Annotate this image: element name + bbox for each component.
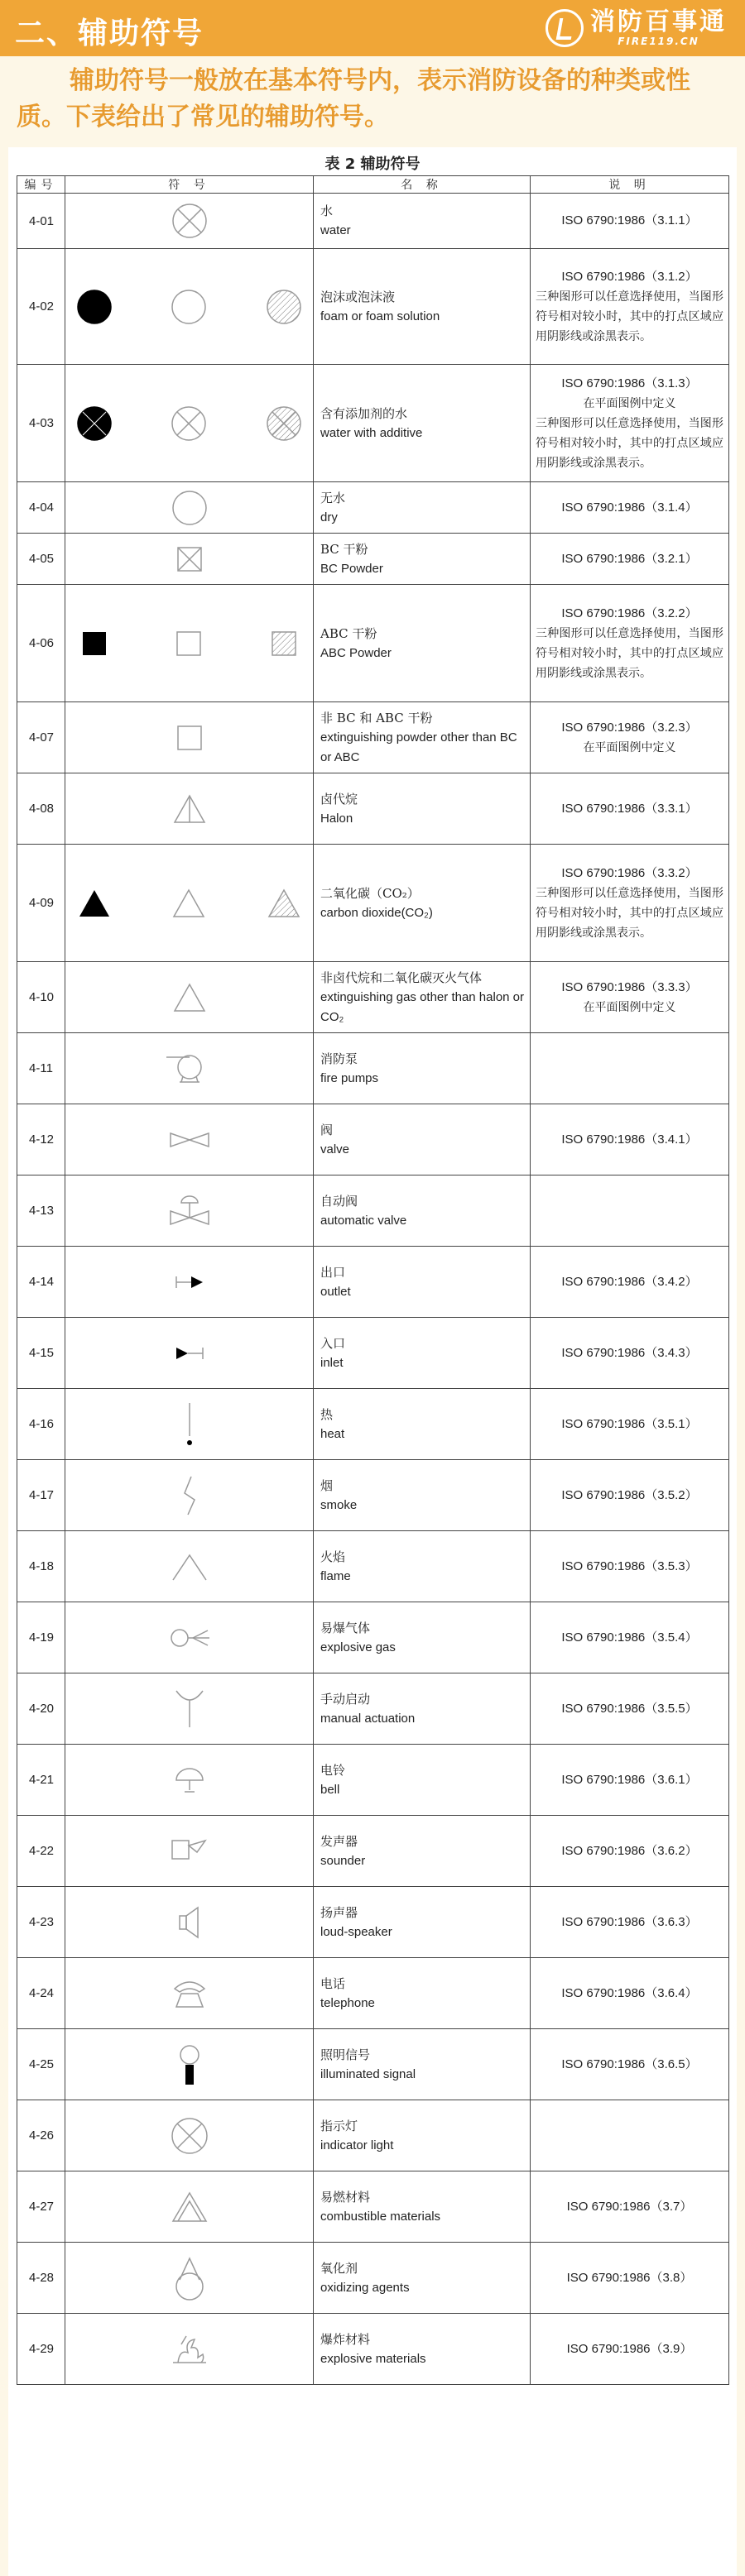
symbol-flame-icon xyxy=(65,1531,314,1602)
row-number: 4-11 xyxy=(17,1033,65,1104)
name-english: sounder xyxy=(320,1853,366,1868)
name-chinese: 扬声器 xyxy=(320,1904,358,1920)
name-english: flame xyxy=(320,1568,351,1583)
section-title: 二、辅助符号 xyxy=(15,17,204,50)
table-row xyxy=(17,1816,729,1887)
symbol-name xyxy=(314,2314,531,2385)
name-chinese: 水 xyxy=(320,203,334,218)
table-row xyxy=(17,1531,729,1602)
notes-cell xyxy=(531,534,729,585)
symbol-name xyxy=(314,1104,531,1175)
table-row xyxy=(17,702,729,773)
table-row xyxy=(17,2243,729,2314)
standard-ref: ISO 6790:1986（3.2.1） xyxy=(561,551,698,566)
notes-cell xyxy=(531,1460,729,1531)
name-english: water with additive xyxy=(320,425,423,440)
row-number: 4-21 xyxy=(17,1745,65,1816)
name-chinese: 入口 xyxy=(320,1335,346,1351)
standard-ref: ISO 6790:1986（3.8） xyxy=(566,2270,693,2285)
symbol-name xyxy=(314,194,531,249)
row-number: 4-07 xyxy=(17,702,65,773)
notes-cell xyxy=(531,773,729,845)
notes-cell xyxy=(531,249,729,365)
row-number: 4-03 xyxy=(17,365,65,482)
row-number: 4-26 xyxy=(17,2100,65,2171)
name-english: automatic valve xyxy=(320,1213,407,1228)
row-number: 4-01 xyxy=(17,194,65,249)
table-row xyxy=(17,962,729,1033)
row-number: 4-19 xyxy=(17,1602,65,1673)
symbol-co2-icon xyxy=(65,845,314,962)
name-chinese: 泡沫或泡沫液 xyxy=(320,289,396,304)
column-header-notes: 说 明 xyxy=(531,176,729,194)
row-number: 4-27 xyxy=(17,2171,65,2243)
symbol-water-additive-icon xyxy=(65,365,314,482)
symbol-indicator-icon xyxy=(65,2100,314,2171)
name-english: extinguishing powder other than BC or ABC xyxy=(320,730,517,764)
standard-ref: ISO 6790:1986（3.5.2） xyxy=(561,1487,698,1502)
row-number: 4-15 xyxy=(17,1318,65,1389)
table-row xyxy=(17,534,729,585)
symbol-name xyxy=(314,2171,531,2243)
symbol-foam-icon xyxy=(65,249,314,365)
notes-cell xyxy=(531,1531,729,1602)
notes-cell xyxy=(531,482,729,534)
symbol-name xyxy=(314,1175,531,1247)
row-number: 4-09 xyxy=(17,845,65,962)
logo-url: FIRE119.CN xyxy=(618,36,699,47)
table-row xyxy=(17,1033,729,1104)
row-number: 4-28 xyxy=(17,2243,65,2314)
row-number: 4-13 xyxy=(17,1175,65,1247)
name-english: inlet xyxy=(320,1355,344,1370)
symbol-other-gas-icon xyxy=(65,962,314,1033)
symbol-manual-icon xyxy=(65,1673,314,1745)
auxiliary-symbols-table xyxy=(17,175,729,2385)
symbol-water-icon xyxy=(65,194,314,249)
notes-cell xyxy=(531,1602,729,1673)
row-number: 4-16 xyxy=(17,1389,65,1460)
usage-note: 三种图形可以任意选择使用，当图形符号相对较小时，其中的打点区域应用阴影线或涂黑表示。 xyxy=(536,416,723,470)
name-english: bell xyxy=(320,1782,340,1797)
name-english: combustible materials xyxy=(320,2209,441,2224)
standard-ref: ISO 6790:1986（3.5.1） xyxy=(561,1416,698,1431)
table-row xyxy=(17,365,729,482)
row-number: 4-17 xyxy=(17,1460,65,1531)
standard-ref: ISO 6790:1986（3.3.2） xyxy=(561,865,698,880)
row-number: 4-22 xyxy=(17,1816,65,1887)
standard-ref: ISO 6790:1986（3.6.3） xyxy=(561,1914,698,1929)
name-chinese: 非卤代烷和二氧化碳灭火气体 xyxy=(320,970,483,985)
symbol-bell-icon xyxy=(65,1745,314,1816)
name-english: BC Powder xyxy=(320,561,383,576)
symbol-pump-icon xyxy=(65,1033,314,1104)
table-row xyxy=(17,773,729,845)
table-row xyxy=(17,1958,729,2029)
name-english: illuminated signal xyxy=(320,2066,416,2081)
name-chinese: 氧化剂 xyxy=(320,2260,358,2276)
symbol-smoke-icon xyxy=(65,1460,314,1531)
usage-note: 三种图形可以任意选择使用，当图形符号相对较小时，其中的打点区域应用阴影线或涂黑表示。 xyxy=(536,886,723,940)
table-row xyxy=(17,2100,729,2171)
notes-cell xyxy=(531,2171,729,2243)
name-chinese: 电铃 xyxy=(320,1762,346,1778)
standard-ref: ISO 6790:1986（3.6.1） xyxy=(561,1772,698,1787)
standard-ref: ISO 6790:1986（3.3.1） xyxy=(561,801,698,816)
symbol-valve-icon xyxy=(65,1104,314,1175)
name-chinese: 热 xyxy=(320,1406,334,1422)
standard-ref: ISO 6790:1986（3.1.1） xyxy=(561,213,698,227)
name-english: indicator light xyxy=(320,2138,394,2152)
row-number: 4-25 xyxy=(17,2029,65,2100)
table-row xyxy=(17,845,729,962)
notes-cell xyxy=(531,1745,729,1816)
table-row xyxy=(17,1887,729,1958)
symbol-name xyxy=(314,1389,531,1460)
row-number: 4-29 xyxy=(17,2314,65,2385)
table-row xyxy=(17,1175,729,1247)
row-number: 4-04 xyxy=(17,482,65,534)
symbol-inlet-icon xyxy=(65,1318,314,1389)
name-english: ABC Powder xyxy=(320,645,392,660)
row-number: 4-24 xyxy=(17,1958,65,2029)
name-chinese: ABC 干粉 xyxy=(320,625,377,641)
symbol-name xyxy=(314,534,531,585)
name-english: foam or foam solution xyxy=(320,309,440,323)
notes-cell xyxy=(531,1247,729,1318)
notes-cell xyxy=(531,1816,729,1887)
name-chinese: 电话 xyxy=(320,1975,346,1991)
intro-paragraph: 辅助符号一般放在基本符号内，表示消防设备的种类或性质。下表给出了常见的辅助符号。 xyxy=(17,66,690,132)
name-chinese: 烟 xyxy=(320,1477,334,1493)
symbol-name xyxy=(314,1887,531,1958)
symbol-name xyxy=(314,1673,531,1745)
name-english: valve xyxy=(320,1142,350,1156)
name-english: carbon dioxide(CO₂) xyxy=(320,905,433,920)
brand-logo xyxy=(546,7,727,50)
symbol-dry-icon xyxy=(65,482,314,534)
symbol-combustible-icon xyxy=(65,2171,314,2243)
name-chinese: 发声器 xyxy=(320,1833,358,1849)
symbol-name xyxy=(314,482,531,534)
notes-cell xyxy=(531,194,729,249)
row-number: 4-08 xyxy=(17,773,65,845)
name-chinese: 二氧化碳（CO₂） xyxy=(320,885,420,901)
notes-cell xyxy=(531,1673,729,1745)
symbol-name xyxy=(314,1816,531,1887)
row-number: 4-06 xyxy=(17,585,65,702)
notes-cell xyxy=(531,962,729,1033)
name-english: oxidizing agents xyxy=(320,2280,410,2295)
name-chinese: 自动阀 xyxy=(320,1193,358,1209)
symbol-halon-icon xyxy=(65,773,314,845)
name-chinese: 易燃材料 xyxy=(320,2189,371,2205)
name-english: loud-speaker xyxy=(320,1924,392,1939)
standard-ref: ISO 6790:1986（3.4.1） xyxy=(561,1132,698,1147)
symbol-name xyxy=(314,2100,531,2171)
table-row xyxy=(17,2171,729,2243)
table-row xyxy=(17,249,729,365)
notes-cell xyxy=(531,1887,729,1958)
symbol-name xyxy=(314,962,531,1033)
name-chinese: 易爆气体 xyxy=(320,1620,371,1635)
row-number: 4-12 xyxy=(17,1104,65,1175)
symbol-auto-valve-icon xyxy=(65,1175,314,1247)
standard-ref: ISO 6790:1986（3.3.3） xyxy=(561,979,698,994)
symbol-name xyxy=(314,1531,531,1602)
column-header-name: 名 称 xyxy=(314,176,531,194)
standard-ref: ISO 6790:1986（3.7） xyxy=(566,2199,693,2214)
symbol-name xyxy=(314,845,531,962)
table-caption: 表 2 辅助符号 xyxy=(324,156,421,173)
standard-ref: ISO 6790:1986（3.1.3） xyxy=(561,376,698,390)
name-english: heat xyxy=(320,1426,345,1441)
name-english: explosive materials xyxy=(320,2351,426,2366)
name-english: manual actuation xyxy=(320,1711,416,1726)
name-english: outlet xyxy=(320,1284,351,1299)
symbol-illuminated-icon xyxy=(65,2029,314,2100)
symbol-name xyxy=(314,773,531,845)
notes-cell xyxy=(531,1958,729,2029)
table-row xyxy=(17,1460,729,1531)
name-chinese: 消防泵 xyxy=(320,1051,358,1066)
symbol-name xyxy=(314,1318,531,1389)
standard-ref: ISO 6790:1986（3.2.3） xyxy=(561,720,698,735)
notes-cell xyxy=(531,1318,729,1389)
table-row xyxy=(17,585,729,702)
symbol-name xyxy=(314,1745,531,1816)
name-chinese: 卤代烷 xyxy=(320,791,358,807)
symbol-name xyxy=(314,585,531,702)
notes-cell xyxy=(531,1104,729,1175)
standard-ref: ISO 6790:1986（3.1.4） xyxy=(561,500,698,515)
name-english: water xyxy=(320,223,351,237)
name-english: explosive gas xyxy=(320,1640,396,1654)
symbol-name xyxy=(314,1958,531,2029)
standard-ref: ISO 6790:1986（3.2.2） xyxy=(561,606,698,620)
name-chinese: 非 BC 和 ABC 干粉 xyxy=(320,710,433,725)
name-chinese: 手动启动 xyxy=(320,1691,371,1707)
table-row xyxy=(17,1318,729,1389)
definition-note: 在平面图例中定义 xyxy=(583,396,676,410)
name-chinese: 爆炸材料 xyxy=(320,2331,371,2347)
symbol-name xyxy=(314,702,531,773)
symbol-name xyxy=(314,1033,531,1104)
row-number: 4-23 xyxy=(17,1887,65,1958)
symbol-name xyxy=(314,1247,531,1318)
row-number: 4-14 xyxy=(17,1247,65,1318)
table-row xyxy=(17,2314,729,2385)
name-english: Halon xyxy=(320,811,353,826)
row-number: 4-20 xyxy=(17,1673,65,1745)
table-header-row xyxy=(17,176,729,194)
name-chinese: 阀 xyxy=(320,1122,334,1137)
table-row xyxy=(17,482,729,534)
symbol-other-powder-icon xyxy=(65,702,314,773)
logo-mark-icon xyxy=(546,9,584,47)
symbol-name xyxy=(314,1602,531,1673)
name-english: telephone xyxy=(320,1995,375,2010)
symbol-abc-icon xyxy=(65,585,314,702)
symbol-heat-icon xyxy=(65,1389,314,1460)
standard-ref: ISO 6790:1986（3.6.2） xyxy=(561,1843,698,1858)
name-chinese: 照明信号 xyxy=(320,2047,371,2062)
name-chinese: 出口 xyxy=(320,1264,346,1280)
usage-note: 三种图形可以任意选择使用，当图形符号相对较小时，其中的打点区域应用阴影线或涂黑表示。 xyxy=(536,626,723,680)
table-row xyxy=(17,1745,729,1816)
row-number: 4-05 xyxy=(17,534,65,585)
name-english: fire pumps xyxy=(320,1070,379,1085)
standard-ref: ISO 6790:1986（3.1.2） xyxy=(561,269,698,284)
standard-ref: ISO 6790:1986（3.5.5） xyxy=(561,1701,698,1716)
notes-cell xyxy=(531,1389,729,1460)
name-english: dry xyxy=(320,510,338,524)
notes-cell xyxy=(531,2314,729,2385)
name-chinese: 火焰 xyxy=(320,1549,346,1564)
symbol-name xyxy=(314,1460,531,1531)
standard-ref: ISO 6790:1986（3.6.4） xyxy=(561,1985,698,2000)
name-chinese: 无水 xyxy=(320,490,346,505)
table-row xyxy=(17,194,729,249)
definition-note: 在平面图例中定义 xyxy=(583,740,676,754)
symbol-name xyxy=(314,249,531,365)
standard-ref: ISO 6790:1986（3.5.4） xyxy=(561,1630,698,1645)
notes-cell xyxy=(531,585,729,702)
header-banner xyxy=(0,0,745,56)
symbol-name xyxy=(314,2029,531,2100)
standard-ref: ISO 6790:1986（3.9） xyxy=(566,2341,693,2356)
symbol-bc-icon xyxy=(65,534,314,585)
table-row xyxy=(17,1247,729,1318)
column-header-number: 编号 xyxy=(17,176,65,194)
symbol-name xyxy=(314,2243,531,2314)
table-row xyxy=(17,2029,729,2100)
standard-ref: ISO 6790:1986（3.5.3） xyxy=(561,1559,698,1573)
notes-cell xyxy=(531,2243,729,2314)
name-chinese: 含有添加剂的水 xyxy=(320,405,408,421)
standard-ref: ISO 6790:1986（3.4.2） xyxy=(561,1274,698,1289)
document-sheet xyxy=(8,147,737,2576)
symbol-telephone-icon xyxy=(65,1958,314,2029)
symbol-name xyxy=(314,365,531,482)
symbol-explosive-gas-icon xyxy=(65,1602,314,1673)
symbol-oxidizing-icon xyxy=(65,2243,314,2314)
table-row xyxy=(17,1389,729,1460)
row-number: 4-18 xyxy=(17,1531,65,1602)
row-number: 4-02 xyxy=(17,249,65,365)
symbol-sounder-icon xyxy=(65,1816,314,1887)
table-row xyxy=(17,1104,729,1175)
standard-ref: ISO 6790:1986（3.6.5） xyxy=(561,2056,698,2071)
notes-cell xyxy=(531,365,729,482)
column-header-symbol: 符 号 xyxy=(65,176,314,194)
notes-cell xyxy=(531,845,729,962)
standard-ref: ISO 6790:1986（3.4.3） xyxy=(561,1345,698,1360)
notes-cell xyxy=(531,1175,729,1247)
name-chinese: BC 干粉 xyxy=(320,541,368,557)
logo-name: 消防百事通 xyxy=(590,7,727,36)
table-row xyxy=(17,1602,729,1673)
table-row xyxy=(17,1673,729,1745)
symbol-speaker-icon xyxy=(65,1887,314,1958)
notes-cell xyxy=(531,2100,729,2171)
symbol-explosive-icon xyxy=(65,2314,314,2385)
name-english: extinguishing gas other than halon or CO₂ xyxy=(320,989,525,1024)
usage-note: 三种图形可以任意选择使用，当图形符号相对较小时，其中的打点区域应用阴影线或涂黑表示。 xyxy=(536,290,723,343)
symbol-outlet-icon xyxy=(65,1247,314,1318)
notes-cell xyxy=(531,1033,729,1104)
notes-cell xyxy=(531,702,729,773)
definition-note: 在平面图例中定义 xyxy=(583,1000,676,1014)
row-number: 4-10 xyxy=(17,962,65,1033)
name-english: smoke xyxy=(320,1497,358,1512)
notes-cell xyxy=(531,2029,729,2100)
name-chinese: 指示灯 xyxy=(320,2118,358,2133)
